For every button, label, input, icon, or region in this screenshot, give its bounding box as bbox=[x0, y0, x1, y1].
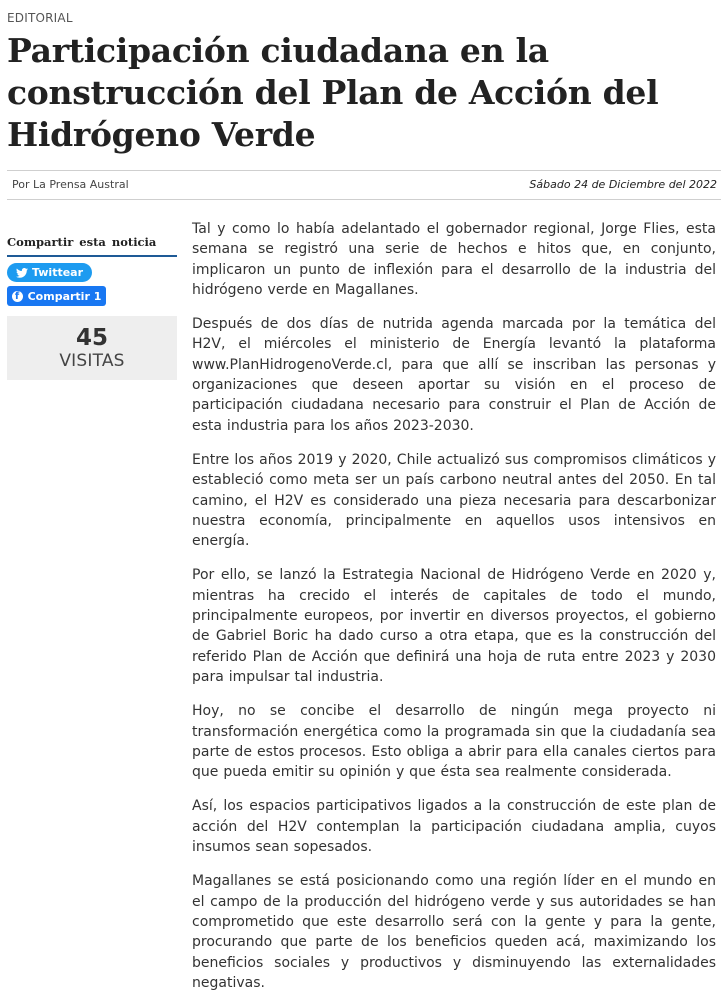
article-meta bbox=[7, 170, 721, 200]
article-paragraph: Magallanes se está posicionando como una región líder en el mundo en el campo de la producción del hidrógeno verde y sus autoridades se han comprometido que este desarrollo será con la gente y para la gente, procurando que parte de los beneficios queden acá, maximizando los beneficios sociales y productivos y disminuyendo las externalidades negativas. bbox=[192, 873, 716, 991]
section-label: EDITORIAL bbox=[7, 11, 73, 25]
author-byline: Por La Prensa Austral bbox=[12, 178, 129, 191]
article-body bbox=[192, 219, 716, 1007]
facebook-share-label: Compartir 1 bbox=[27, 289, 102, 303]
article-paragraph: Por ello, se lanzó la Estrategia Nacional de Hidrógeno Verde en 2020 y, mientras ha crecido el interés de capitales de todo el mundo, principalmente europeos, por invertir en diversos proyectos, el gobierno de Gabriel Boric ha dado curso a otra etapa, que es la construcción del referido Plan de Acción que definirá una hoja de ruta entre 2023 y 2030 para impulsar tal industria. bbox=[192, 567, 716, 685]
article-paragraph: Después de dos días de nutrida agenda marcada por la temática del H2V, el miércoles el ministerio de Energía levantó la plataforma www.PlanHidrogenoVerde.cl, para que allí se inscriban las personas y organizaciones que deseen aportar su visión en el proceso de participación ciudadana necesario para construir el Plan de Acción de esta industria para los años 2023-2030. bbox=[192, 316, 716, 434]
twitter-share-label: Twittear bbox=[31, 266, 84, 279]
publish-date: Sábado 24 de Diciembre del 2022 bbox=[529, 178, 717, 191]
article-title: Participación ciudadana en la construcción del Plan de Acción del Hidrógeno Verde bbox=[7, 31, 659, 154]
facebook-f-icon: f bbox=[12, 291, 23, 302]
twitter-bird-icon bbox=[16, 268, 28, 278]
article-paragraph: Tal y como lo había adelantado el gobernador regional, Jorge Flies, esta semana se registró una serie de hechos e hitos que, en conjunto, implicaron un punto de inflexión para el desarrollo de la industria del hidrógeno verde en Magallanes. bbox=[192, 221, 716, 298]
visits-counter bbox=[7, 316, 177, 380]
facebook-share-button[interactable] bbox=[7, 286, 106, 306]
twitter-share-button[interactable] bbox=[7, 263, 92, 282]
article-paragraph: Así, los espacios participativos ligados a la construcción de este plan de acción del H2V contemplan la participación ciudadana amplia, cuyos insumos sean sopesados. bbox=[192, 798, 716, 856]
article-paragraph: Entre los años 2019 y 2020, Chile actualizó sus compromisos climáticos y estableció como meta ser un país carbono neutral antes del 2050. En tal camino, el H2V es considerado una pieza necesaria para descarbonizar nuestra economía, principalmente en aquellos usos intensivos en energía. bbox=[192, 451, 716, 550]
visits-label: VISITAS bbox=[59, 351, 125, 371]
visits-count: 45 bbox=[75, 325, 108, 351]
article-paragraph: Hoy, no se concibe el desarrollo de ningún mega proyecto ni transformación energética como la programada sin que la ciudadanía sea parte de estos procesos. Esto obliga a abrir para ella canales ciertos para que pueda emitir su opinión y que ésta sea realmente considerada. bbox=[192, 703, 716, 781]
share-heading: Compartir esta noticia bbox=[7, 235, 177, 257]
